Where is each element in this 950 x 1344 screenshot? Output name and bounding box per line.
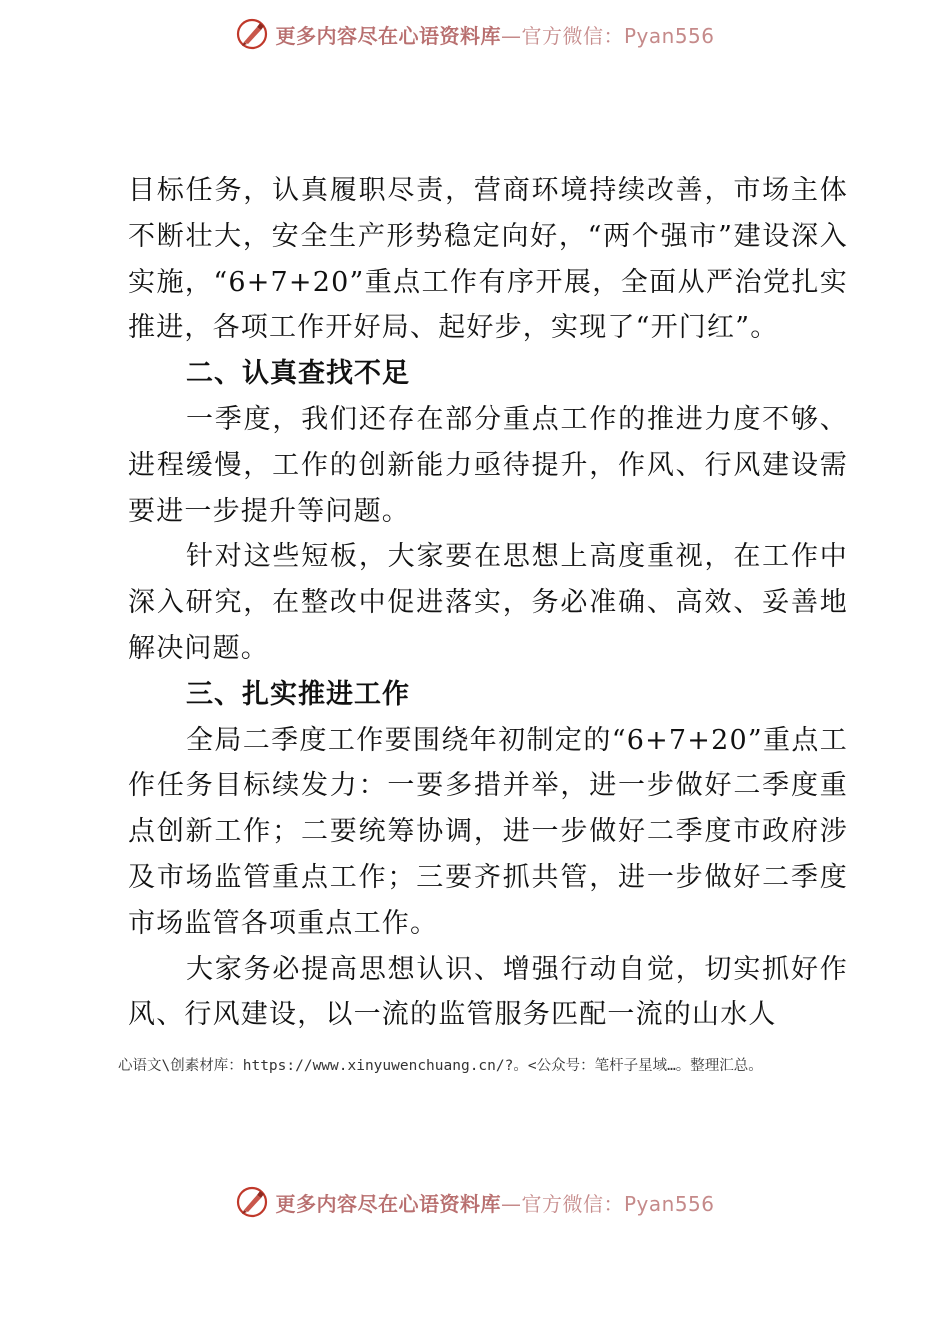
section-heading-3: 三、扎实推进工作 (186, 678, 410, 710)
paragraph-2: 一季度，我们还存在部分重点工作的推进力度不够、进程缓慢，工作的创新能力亟待提升，作风、行风建设需要进一步提升等问题。 (128, 403, 848, 527)
paragraph-1: 目标任务，认真履职尽责，营商环境持续改善，市场主体不断壮大，安全生产形势稳定向好，“两个强市”建设深入实施，“6+7+20”重点工作有序开展，全面从严治党扎实推进，各项工作开好局、起好步，实现了“开门红”。 (128, 175, 848, 344)
watermark-wechat-id: Pyan556 (623, 1191, 715, 1216)
watermark-rest-text: 官方微信： (521, 1191, 624, 1216)
pen-circle-logo-icon (235, 17, 269, 51)
watermark-bold-text: 更多内容尽在心语资料库 (275, 1191, 501, 1216)
watermark-text (275, 1188, 714, 1217)
header-watermark (0, 14, 950, 54)
source-note: 心语文\创素材库：https://www.xinyuwenchuang.cn/?。<公众号：笔杆子星域…。整理汇总。 (118, 1058, 763, 1074)
section-heading-2: 二、认真查找不足 (186, 358, 410, 390)
paragraph-3: 针对这些短板，大家要在思想上高度重视，在工作中深入研究，在整改中促进落实，务必准确、高效、妥善地解决问题。 (128, 541, 848, 664)
watermark-rest-text: 官方微信： (521, 23, 624, 48)
pen-circle-logo-icon (235, 1185, 269, 1219)
watermark-separator: — (500, 23, 522, 48)
paragraph-4: 全局二季度工作要围绕年初制定的“6+7+20”重点工作任务目标续发力：一要多措并举，进一步做好二季度重点创新工作；二要统筹协调，进一步做好二季度市政府涉及市场监管重点工作；三要齐抓共管，进一步做好二季度市场监管各项重点工作。 (128, 724, 848, 939)
watermark-text (275, 20, 714, 49)
footer-watermark (0, 1182, 950, 1222)
watermark-separator: — (500, 1191, 522, 1216)
paragraph-5: 大家务必提高思想认识、增强行动自觉，切实抓好作风、行风建设，以一流的监管服务匹配一流的山水人 (128, 953, 848, 1031)
document-body (128, 168, 848, 1038)
watermark-bold-text: 更多内容尽在心语资料库 (275, 23, 501, 48)
watermark-wechat-id: Pyan556 (623, 23, 715, 48)
